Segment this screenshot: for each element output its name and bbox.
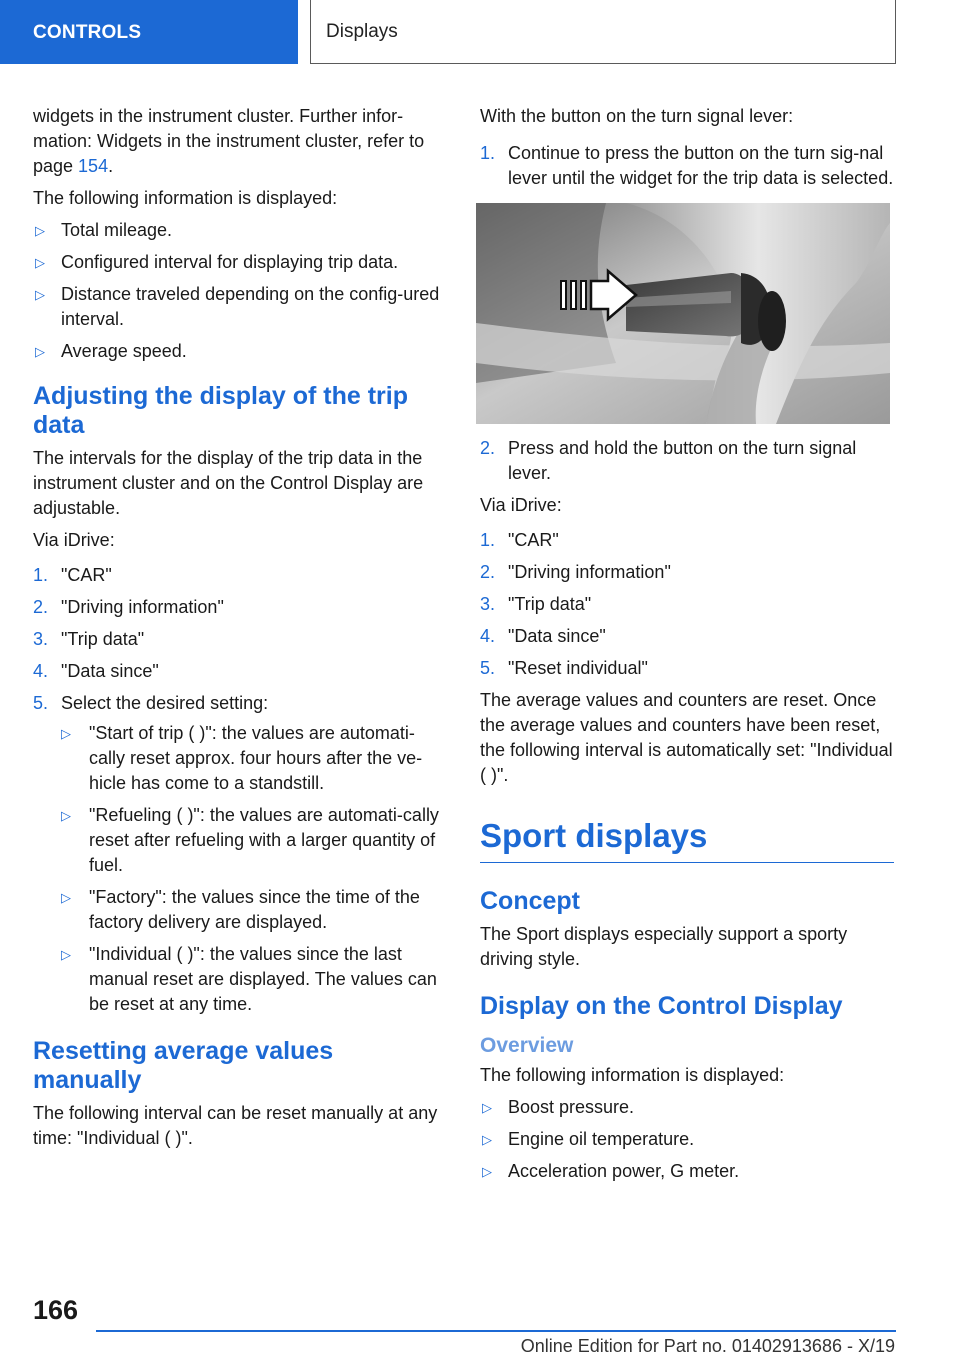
step-text: "CAR" [61, 565, 112, 585]
setting-item [61, 885, 448, 935]
turn-signal-lever-image [476, 203, 890, 424]
step-number: 2. [480, 438, 496, 458]
list-item-text: Engine oil temperature. [508, 1129, 695, 1149]
setting-item [61, 721, 448, 796]
overview-heading: Overview [480, 1034, 574, 1057]
list-item-text: Total mileage. [61, 220, 173, 240]
adjust-text: The intervals for the display of the trip data in the instrument cluster and on the Control Display are adjustable. [33, 448, 424, 518]
step-item [480, 141, 894, 191]
concept-heading: Concept [480, 887, 580, 915]
reset-steps [480, 528, 894, 681]
settings-list [61, 721, 448, 1017]
reset-text: The following interval can be reset manually at any time: "Individual ( )". [33, 1103, 438, 1148]
step-number: 3. [480, 594, 496, 614]
section-title: CONTROLS [33, 21, 142, 43]
list-item [33, 250, 448, 275]
step-item [480, 656, 894, 681]
step-number: 2. [480, 562, 496, 582]
step-text: "Driving information" [508, 562, 671, 582]
setting-text: "Refueling ( )": the values are automati-cally reset after refueling with a larger quantity of fuel. [89, 805, 439, 875]
left-column [33, 104, 448, 1158]
reset-result-text: The average values and counters are reset. Once the average values and counters have been reset, the following interval is automatically set: "Individual ( )". [480, 690, 893, 785]
edition-note: Online Edition for Part no. 01402913686 - X/19 [520, 1336, 895, 1356]
list-item-text: Distance traveled depending on the config-ured interval. [61, 284, 440, 329]
step-number: 2. [33, 597, 49, 617]
step-item [33, 595, 448, 620]
button-steps [480, 141, 894, 191]
triangle-bullet-icon: ▷ [482, 1132, 492, 1147]
triangle-bullet-icon: ▷ [35, 287, 45, 302]
step-item [33, 691, 448, 1017]
overview-intro: The following information is displayed: [480, 1065, 785, 1085]
step-text: "Trip data" [61, 629, 145, 649]
step-text: "Data since" [61, 661, 159, 681]
triangle-bullet-icon: ▷ [35, 223, 45, 238]
triangle-bullet-icon: ▷ [482, 1164, 492, 1179]
step-number: 5. [33, 693, 49, 713]
step-text: Continue to press the button on the turn sig-nal lever until the widget for the trip data is selected. [508, 143, 894, 188]
display-heading: Display on the Control Display [480, 992, 843, 1020]
list-item [33, 339, 448, 364]
list-item [33, 218, 448, 243]
step-text: Select the desired setting: [61, 693, 269, 713]
step-number: 3. [33, 629, 49, 649]
intro-paragraph [33, 104, 448, 179]
triangle-bullet-icon: ▷ [61, 890, 71, 905]
step-item [33, 627, 448, 652]
list-item [480, 1095, 894, 1120]
via-idrive-label: Via iDrive: [33, 530, 115, 550]
step-number: 4. [480, 626, 496, 646]
step-text: Press and hold the button on the turn signal lever. [508, 438, 857, 483]
step-number: 1. [480, 530, 496, 550]
triangle-bullet-icon: ▷ [35, 344, 45, 359]
adjust-heading: Adjusting the display of the trip data [33, 382, 408, 439]
shown-intro: The following information is displayed: [33, 188, 338, 208]
step-text: "Data since" [508, 626, 606, 646]
step-text: "CAR" [508, 530, 559, 550]
footer-divider [96, 1330, 896, 1332]
step-item [480, 436, 894, 486]
list-item-text: Average speed. [61, 341, 187, 361]
step-text: "Reset individual" [508, 658, 648, 678]
step-item [480, 560, 894, 585]
button-intro: With the button on the turn signal lever: [480, 106, 794, 126]
triangle-bullet-icon: ▷ [61, 726, 71, 741]
list-item-text: Boost pressure. [508, 1097, 635, 1117]
step-number: 5. [480, 658, 496, 678]
triangle-bullet-icon: ▷ [61, 808, 71, 823]
via-idrive-label: Via iDrive: [480, 495, 562, 515]
list-item [33, 282, 448, 332]
setting-item [61, 803, 448, 878]
step-number: 1. [480, 143, 496, 163]
triangle-bullet-icon: ▷ [61, 947, 71, 962]
overview-list [480, 1095, 894, 1184]
step-item [480, 592, 894, 617]
turn-signal-lever-illustration [476, 203, 890, 424]
step-number: 4. [33, 661, 49, 681]
reset-heading: Resetting average values manually [33, 1037, 334, 1094]
setting-item [61, 942, 448, 1017]
page-link[interactable]: 154 [78, 156, 109, 176]
list-item-text: Configured interval for displaying trip data. [61, 252, 399, 272]
step-number: 1. [33, 565, 49, 585]
right-column [480, 104, 894, 1191]
page-number: 166 [33, 1295, 79, 1325]
sport-displays-heading: Sport displays [480, 816, 894, 863]
list-item [480, 1159, 894, 1184]
button-steps-continued [480, 436, 894, 486]
setting-text: "Factory": the values since the time of the factory delivery are displayed. [89, 887, 420, 932]
step-item [33, 563, 448, 588]
shown-list [33, 218, 448, 364]
concept-text: The Sport displays especially support a sporty driving style. [480, 924, 848, 969]
triangle-bullet-icon: ▷ [35, 255, 45, 270]
triangle-bullet-icon: ▷ [482, 1100, 492, 1115]
step-text: "Trip data" [508, 594, 592, 614]
setting-text: "Start of trip ( )": the values are automati-cally reset approx. four hours after the ve-hicle has come to a standstill. [89, 723, 423, 793]
step-text: "Driving information" [61, 597, 224, 617]
intro-end: . [108, 156, 114, 176]
chapter-title: Displays [326, 21, 398, 42]
step-item [480, 624, 894, 649]
list-item-text: Acceleration power, G meter. [508, 1161, 740, 1181]
chapter-tab [310, 0, 896, 64]
intro-text: widgets in the instrument cluster. Further infor-mation: Widgets in the instrument cluster, refer to page [33, 106, 425, 176]
list-item [480, 1127, 894, 1152]
idrive-steps [33, 563, 448, 1017]
step-item [480, 528, 894, 553]
step-item [33, 659, 448, 684]
section-tab [0, 0, 298, 64]
setting-text: "Individual ( )": the values since the last manual reset are displayed. The values can be reset at any time. [89, 944, 437, 1014]
